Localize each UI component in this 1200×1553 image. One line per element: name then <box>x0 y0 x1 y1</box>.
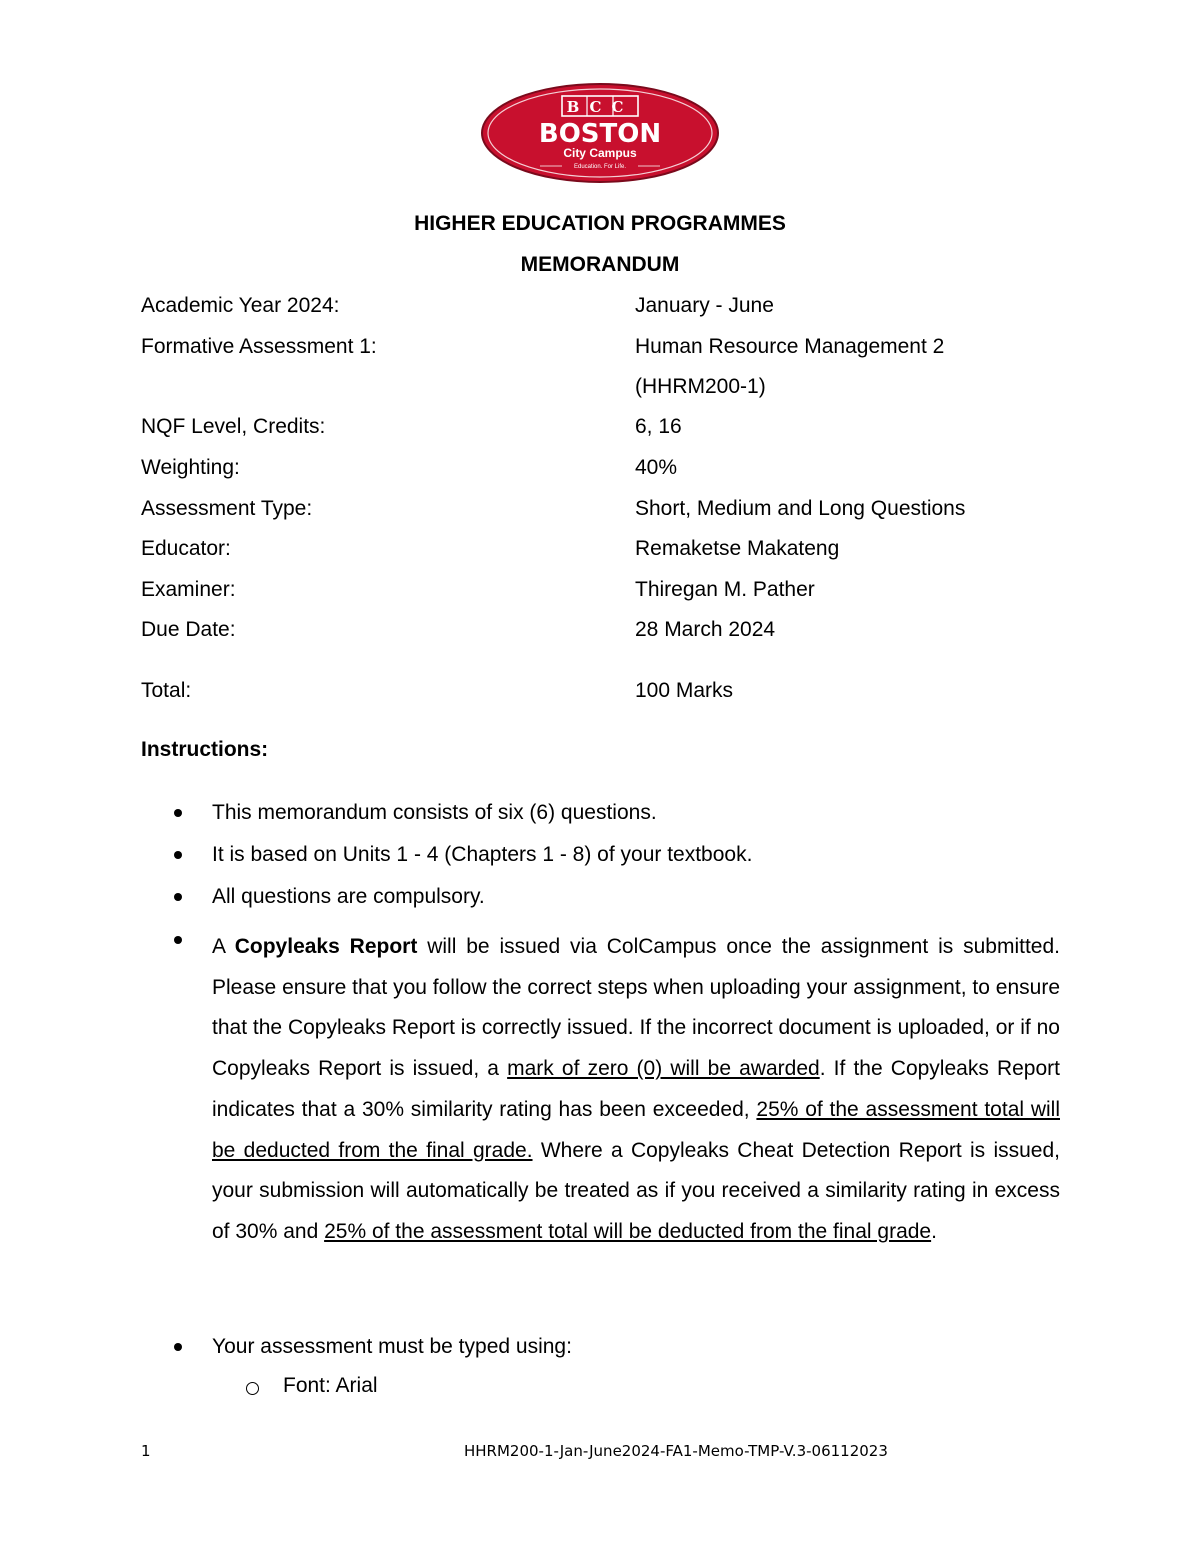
info-label-nqf: NQF Level, Credits: <box>141 415 326 438</box>
instruction-item: This memorandum consists of six (6) questions. <box>212 801 657 824</box>
info-label-assessment-type: Assessment Type: <box>141 497 313 520</box>
info-value-assessment-type: Short, Medium and Long Questions <box>635 497 966 520</box>
bullet-icon <box>174 1343 182 1351</box>
instruction-subitem-font: Font: Arial <box>283 1374 378 1397</box>
bullet-icon <box>174 893 182 901</box>
instruction-item: All questions are compulsory. <box>212 885 485 908</box>
info-value-module: Human Resource Management 2 <box>635 335 945 358</box>
info-value-examiner: Thiregan M. Pather <box>635 578 815 601</box>
copyleaks-report-term: Copyleaks Report <box>234 935 418 958</box>
info-label-formative-assessment: Formative Assessment 1: <box>141 335 377 358</box>
logo-tagline: Education. For Life. <box>573 164 627 170</box>
zero-mark-warning: mark of zero (0) will be awarded <box>507 1057 820 1081</box>
copyleaks-instruction: A Copyleaks Report will be issued via ColCampus once the assignment is submitted. Please ensure that you follow the correct steps when uploading your assignment, to ensure that the Copyleaks Report is correctly issued. If the incorrect document is uploaded, or if no Copyleaks Report is issued, a mark of zero (0) will be awarded. If the Copyleaks Report indicates that a 30% similarity rating has been exceeded, 25% of the assessment total will be deducted from the final grade. Where a Copyleaks Cheat Detection Report is issued, your submission will automatically be treated as if you received a similarity rating in excess of 30% and 25% of the assessment total will be deducted from the final grade. <box>212 935 1060 1243</box>
bullet-icon <box>174 809 182 817</box>
instruction-item: It is based on Units 1 - 4 (Chapters 1 - 8) of your textbook. <box>212 843 753 866</box>
bullet-icon <box>174 851 182 859</box>
logo-subtitle: City Campus <box>563 146 637 160</box>
info-value-academic-year: January - June <box>635 294 774 317</box>
info-label-weighting: Weighting: <box>141 456 240 479</box>
deduction-warning: 25% of the assessment total will be deducted from the final grade. <box>212 1097 1060 1162</box>
info-value-nqf: 6, 16 <box>635 415 682 438</box>
page-subtitle: MEMORANDUM <box>520 253 680 276</box>
page-title: HIGHER EDUCATION PROGRAMMES <box>414 212 786 235</box>
instruction-item-typed: Your assessment must be typed using: <box>212 1335 572 1358</box>
info-value-due-date: 28 March 2024 <box>635 618 776 641</box>
info-label-academic-year: Academic Year 2024: <box>141 294 340 317</box>
instructions-heading: Instructions: <box>141 738 269 761</box>
document-code: HHRM200-1-Jan-June2024-FA1-Memo-TMP-V.3-06112023 <box>464 1442 888 1460</box>
bullet-icon <box>174 936 182 944</box>
info-label-educator: Educator: <box>141 537 231 560</box>
deduction-warning-2: 25% of the assessment total will be deducted from the final grade <box>324 1219 932 1243</box>
page-number: 1 <box>141 1442 151 1460</box>
logo-letters: BCC <box>566 98 634 116</box>
boston-city-campus-logo <box>480 82 720 184</box>
info-label-examiner: Examiner: <box>141 578 236 601</box>
info-label-due-date: Due Date: <box>141 618 236 641</box>
circle-bullet-icon <box>246 1382 259 1395</box>
info-label-total: Total: <box>141 679 192 702</box>
info-value-module-code: (HHRM200-1) <box>635 375 766 398</box>
logo-name: BOSTON <box>538 119 662 149</box>
info-value-educator: Remaketse Makateng <box>635 537 840 560</box>
info-value-weighting: 40% <box>635 456 678 479</box>
info-value-total: 100 Marks <box>635 679 734 702</box>
